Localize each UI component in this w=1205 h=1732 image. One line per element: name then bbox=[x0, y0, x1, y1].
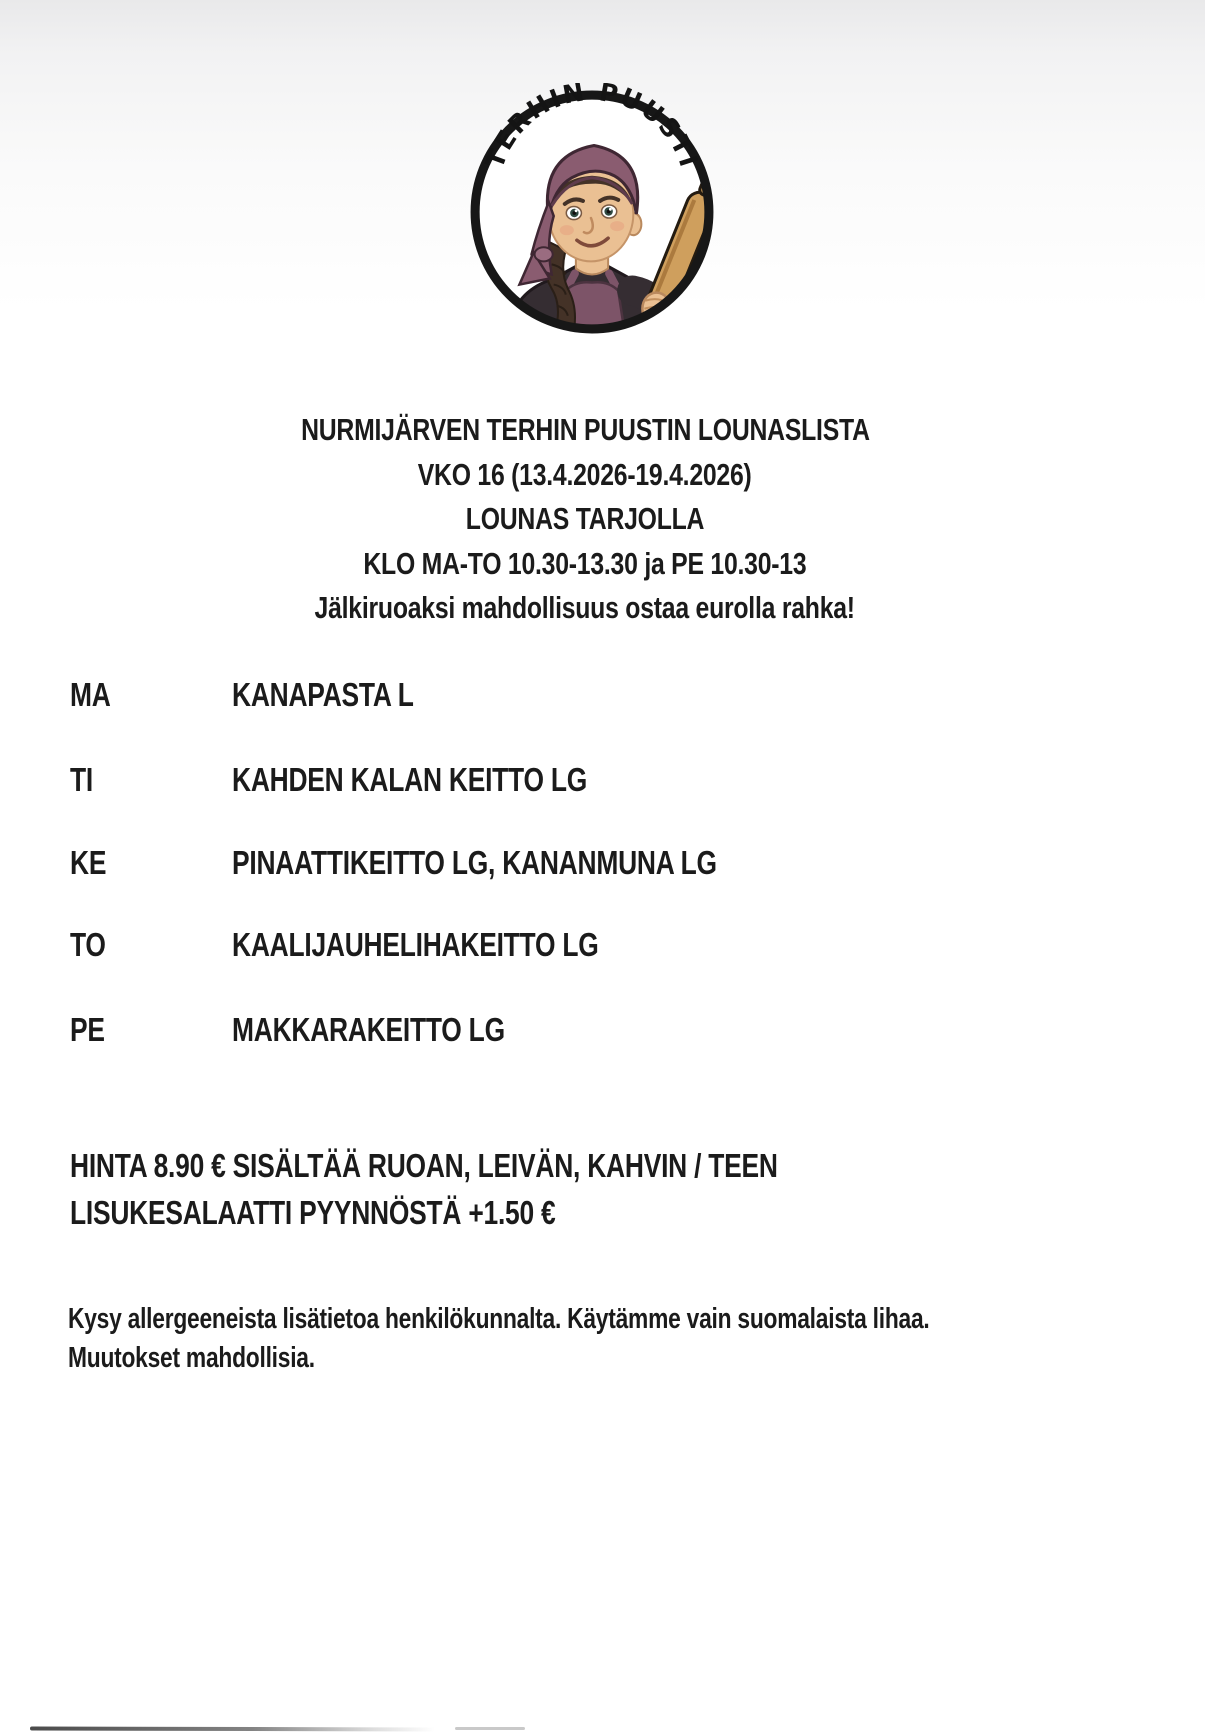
allergen-note-line bbox=[68, 1300, 1145, 1339]
allergen-note-text: Kysy allergeeneista lisätietoa henkilökunnalta. Käytämme vain suomalaista lihaa. bbox=[68, 1303, 930, 1335]
menu-row-thursday bbox=[0, 925, 1205, 965]
restaurant-logo bbox=[463, 83, 721, 341]
changes-note-line bbox=[68, 1339, 1145, 1378]
right-cheek-blush bbox=[610, 221, 624, 231]
header-title-line bbox=[0, 408, 1170, 453]
menu-row-tuesday bbox=[0, 760, 1205, 800]
menu-row-friday bbox=[0, 1010, 1205, 1050]
menu-row-monday bbox=[0, 675, 1205, 715]
paper-edge-shadow bbox=[30, 1726, 435, 1731]
right-eye-glint bbox=[609, 208, 612, 211]
header-week-text: VKO 16 (13.4.2026-19.4.2026) bbox=[418, 456, 752, 492]
dish-text: KANAPASTA L bbox=[232, 676, 414, 713]
logo-brand-text: TERHIN PUUSTI bbox=[480, 83, 704, 173]
header-week-line bbox=[0, 453, 1170, 498]
left-eye-glint bbox=[575, 209, 578, 212]
logo-graphic bbox=[463, 83, 721, 341]
dish-text: KAHDEN KALAN KEITTO LG bbox=[232, 761, 588, 798]
pricing-info bbox=[70, 1142, 955, 1236]
header-lunch-text: LOUNAS TARJOLLA bbox=[465, 501, 705, 536]
day-label-text: PE bbox=[70, 1011, 105, 1048]
price-line bbox=[70, 1142, 955, 1189]
day-label-text: TO bbox=[70, 926, 106, 963]
headscarf-knot bbox=[535, 247, 553, 261]
dish-text: PINAATTIKEITTO LG, KANANMUNA LG bbox=[232, 844, 717, 881]
header-hours-text: KLO MA-TO 10.30-13.30 ja PE 10.30-13 bbox=[363, 545, 807, 581]
price-text: HINTA 8.90 € SISÄLTÄÄ RUOAN, LEIVÄN, KAHVIN / TEEN bbox=[70, 1147, 778, 1184]
dish-text: MAKKARAKEITTO LG bbox=[232, 1011, 505, 1048]
header-dessert-line bbox=[0, 586, 1170, 631]
header-hours-line bbox=[0, 542, 1170, 587]
paper-edge-shadow-small bbox=[455, 1727, 525, 1730]
menu-header bbox=[0, 408, 1170, 631]
day-label-text: MA bbox=[70, 676, 111, 713]
day-label-text: TI bbox=[70, 761, 93, 798]
side-salad-text: LISUKESALAATTI PYYNNÖSTÄ +1.50 € bbox=[70, 1194, 556, 1231]
left-cheek-blush bbox=[560, 225, 574, 235]
header-lunch-line bbox=[0, 497, 1170, 542]
header-title-text: NURMIJÄRVEN TERHIN PUUSTIN LOUNASLISTA bbox=[300, 412, 870, 447]
menu-row-wednesday bbox=[0, 843, 1205, 883]
side-salad-line bbox=[70, 1189, 955, 1236]
header-dessert-text: Jälkiruoaksi mahdollisuus ostaa eurolla rahka! bbox=[314, 590, 856, 625]
day-label-text: KE bbox=[70, 844, 107, 881]
dish-text: KAALIJAUHELIHAKEITTO LG bbox=[232, 926, 599, 963]
footer-notes bbox=[68, 1300, 1145, 1378]
changes-note-text: Muutokset mahdollisia. bbox=[68, 1342, 315, 1374]
